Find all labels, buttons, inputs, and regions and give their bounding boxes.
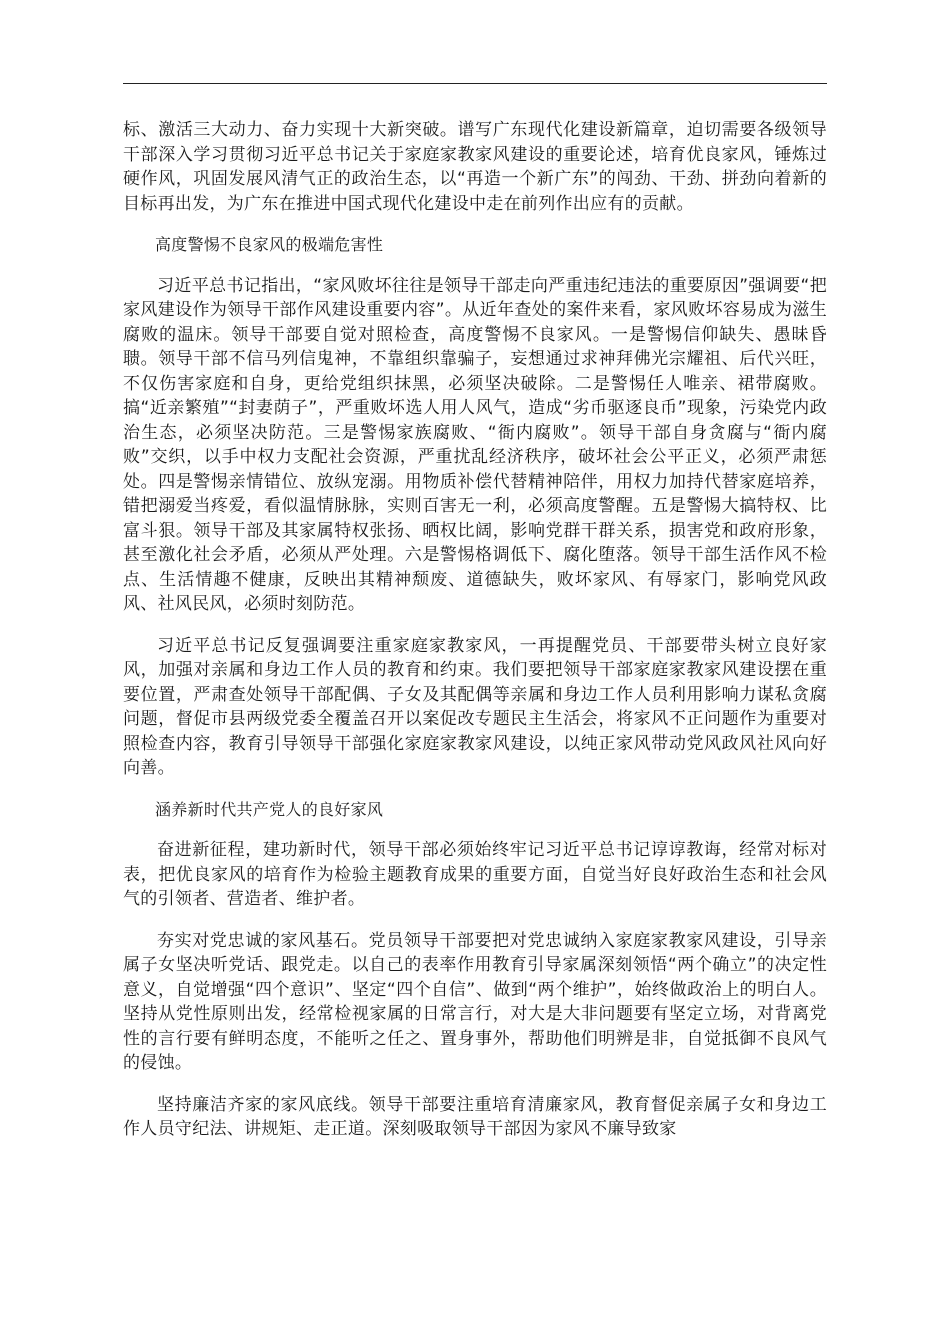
paragraph-new-era: 奋进新征程，建功新时代，领导干部必须始终牢记习近平总书记谆谆教诲，经常对标对表，把优良家风的培育作为检验主题教育成果的重要方面，自觉当好良好政治生态和社会风气的引领者、营造者、维护者。	[123, 840, 827, 909]
header-rule	[123, 83, 827, 84]
paragraph-family-education: 习近平总书记反复强调要注重家庭家教家风，一再提醒党员、干部要带头树立良好家风，加强对亲属和身边工作人员的教育和约束。我们要把领导干部家庭家教家风建设摆在重要位置，严肃查处领导干部配偶、子女及其配偶等亲属和身边工作人员利用影响力谋私贪腐问题，督促市县两级党委全覆盖召开以案促改专题民主生活会，将家风不正问题作为重要对照检查内容，教育引导领导干部强化家庭家教家风建设，以纯正家风带动党风政风社风向好向善。	[123, 635, 827, 778]
paragraph-integrity: 坚持廉洁齐家的家风底线。领导干部要注重培育清廉家风，教育督促亲属子女和身边工作人员守纪法、讲规矩、走正道。深刻吸取领导干部因为家风不廉导致家	[123, 1094, 827, 1139]
section-heading-good-family-style: 涵养新时代共产党人的良好家风	[155, 799, 384, 819]
section-heading-bad-family-style: 高度警惕不良家风的极端危害性	[155, 235, 384, 254]
document-body	[123, 118, 827, 1159]
paragraph-continued-intro: 标、激活三大动力、奋力实现十大新突破。谱写广东现代化建设新篇章，迫切需要各级领导干部深入学习贯彻习近平总书记关于家庭家教家风建设的重要论述，培育优良家风，锤炼过硬作风，巩固发展风清气正的政治生态，以“再造一个新广东”的闯劲、干劲、拼劲向着新的目标再出发，为广东在推进中国式现代化建设中走在前列作出应有的贡献。	[123, 120, 827, 214]
paragraph-six-warnings: 习近平总书记指出，“家风败坏往往是领导干部走向严重违纪违法的重要原因”强调要“把家风建设作为领导干部作风建设重要内容”。从近年查处的案件来看，家风败坏容易成为滋生腐败的温床。领导干部要自觉对照检查，高度警惕不良家风。一是警惕信仰缺失、愚昧昏聩。领导干部不信马列信鬼神，不靠组织靠骗子，妄想通过求神拜佛光宗耀祖、后代兴旺，不仅伤害家庭和自身，更给党组织抹黑，必须坚决破除。二是警惕任人唯亲、裙带腐败。搞“近亲繁殖”“封妻荫子”，严重败坏选人用人风气，造成“劣币驱逐良币”现象，污染党内政治生态，必须坚决防范。三是警惕家族腐败、“衙内腐败”。领导干部自身贪腐与“衙内腐败”交织，以手中权力支配社会资源，严重扰乱经济秩序，破坏社会公平正义，必须严肃惩处。四是警惕亲情错位、放纵宠溺。用物质补偿代替精神陪伴，用权力加持代替家庭培养，错把溺爱当疼爱，看似温情脉脉，实则百害无一利，必须高度警醒。五是警惕大搞特权、比富斗狠。领导干部及其家属特权张扬、晒权比阔，影响党群干群关系，损害党和政府形象，甚至激化社会矛盾，必须从严处理。六是警惕格调低下、腐化堕落。领导干部生活作风不检点、生活情趣不健康，反映出其精神颓废、道德缺失，败坏家风、有辱家门，影响党风政风、社风民风，必须时刻防范。	[123, 275, 827, 614]
paragraph-loyalty: 夯实对党忠诚的家风基石。党员领导干部要把对党忠诚纳入家庭家教家风建设，引导亲属子女坚决听党话、跟党走。以自己的表率作用教育引导家属深刻领悟“两个确立”的决定性意义，自觉增强“四个意识”、坚定“四个自信”、做到“两个维护”，始终做政治上的明白人。坚持从党性原则出发，经常检视家属的日常言行，对大是大非问题要有坚定立场，对背离党性的言行要有鲜明态度，不能听之任之、置身事外，帮助他们明辨是非，自觉抵御不良风气的侵蚀。	[123, 930, 827, 1073]
